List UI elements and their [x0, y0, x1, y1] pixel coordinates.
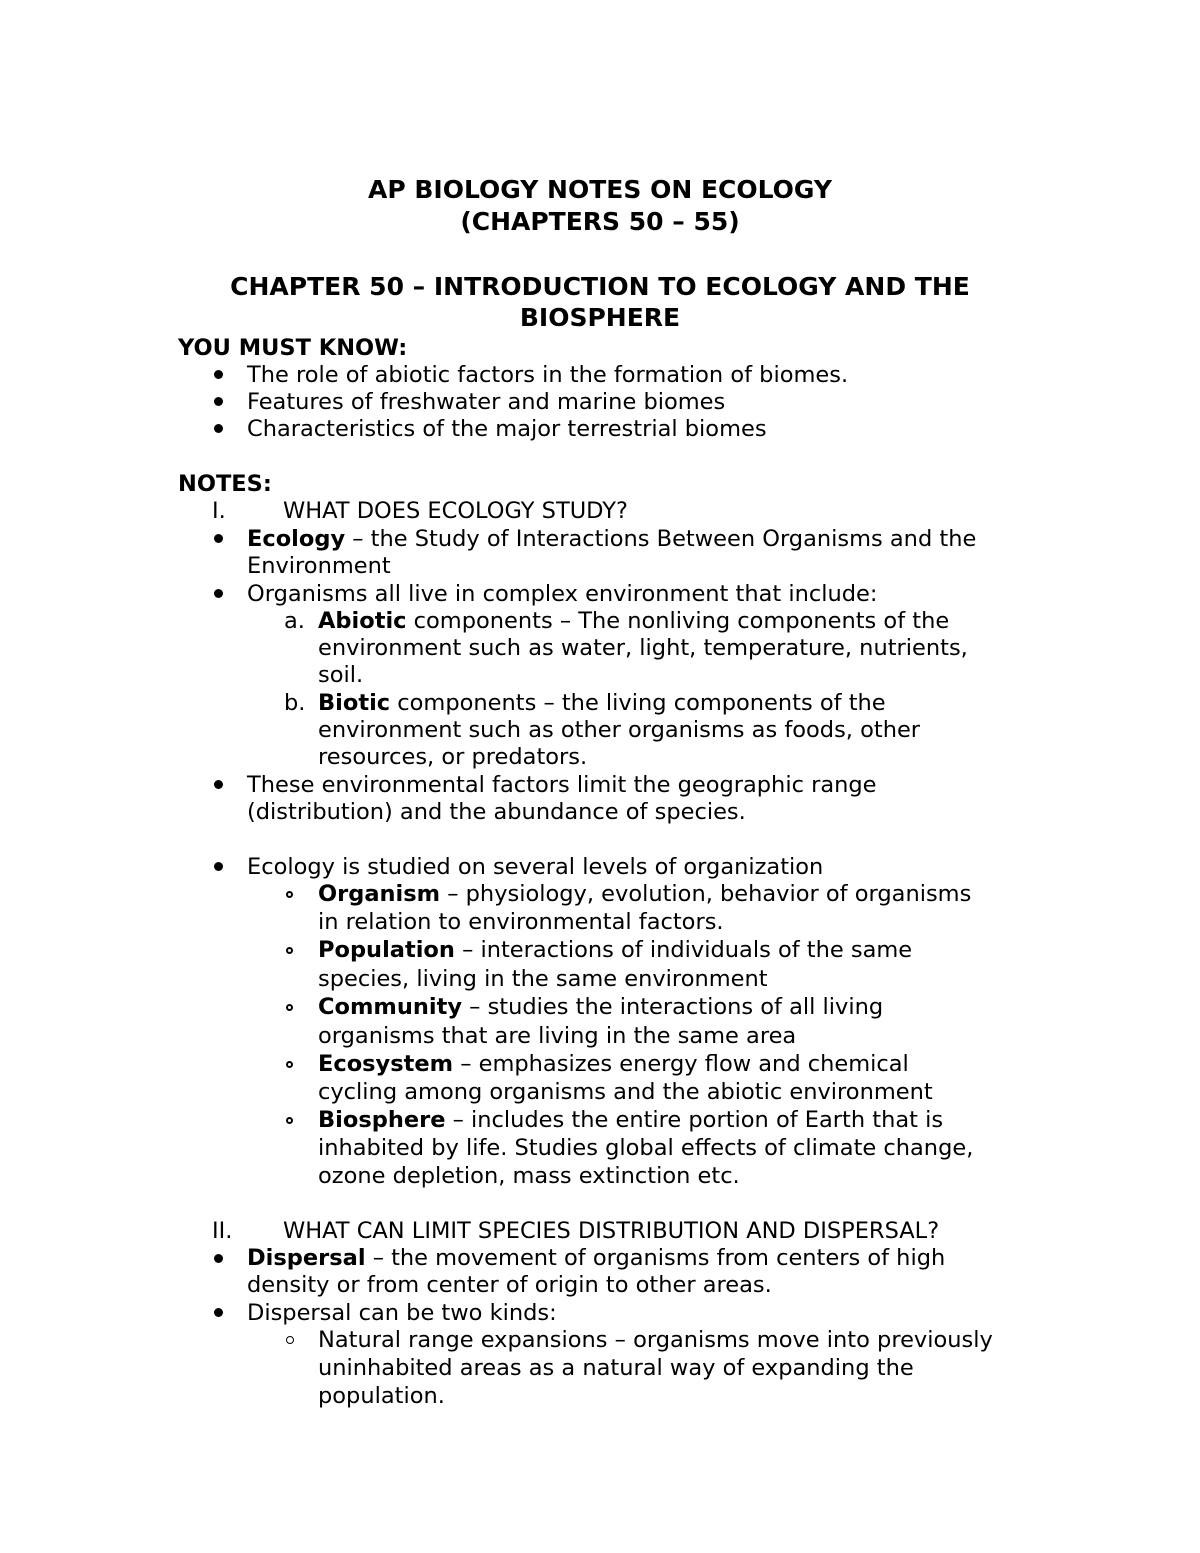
circle-bullet-icon: [286, 1004, 293, 1011]
section-heading: WHAT DOES ECOLOGY STUDY?: [283, 498, 628, 524]
circle-bullet-icon: [286, 1117, 293, 1124]
list-letter: b.: [284, 690, 306, 716]
bullet-icon: [214, 589, 223, 598]
level-item: Population – interactions of individuals of the same: [318, 937, 913, 963]
level-item-cont: inhabited by life. Studies global effects of climate change,: [318, 1135, 974, 1161]
circle-bullet-icon: [286, 1336, 294, 1344]
level-term: Biosphere: [318, 1107, 446, 1133]
bullet-icon: [214, 862, 223, 871]
level-term: Ecosystem: [318, 1051, 454, 1077]
bullet-icon: [214, 397, 223, 406]
level-term: Organism: [318, 881, 441, 907]
level-item: Community – studies the interactions of all living: [318, 994, 884, 1020]
bullet-icon: [214, 424, 223, 433]
abiotic-term: Abiotic: [318, 608, 407, 634]
ecology-term: Ecology: [247, 526, 346, 552]
organisms-intro: Organisms all live in complex environment that include:: [247, 581, 878, 607]
dispersal-definition: Dispersal – the movement of organisms from centers of high: [247, 1245, 946, 1271]
level-item: Organism – physiology, evolution, behavior of organisms: [318, 881, 972, 907]
section-heading: WHAT CAN LIMIT SPECIES DISTRIBUTION AND DISPERSAL?: [283, 1218, 940, 1244]
circle-bullet-icon: [286, 1061, 293, 1068]
section-numeral: I.: [212, 498, 226, 524]
dispersal-definition-cont: density or from center of origin to other areas.: [247, 1272, 772, 1298]
natural-expansion: Natural range expansions – organisms move into previously: [318, 1327, 993, 1353]
circle-bullet-icon: [286, 947, 293, 954]
biotic-definition-cont: resources, or predators.: [318, 744, 588, 770]
bullet-icon: [214, 1254, 223, 1263]
bullet-icon: [214, 1308, 223, 1317]
bullet-icon: [214, 534, 223, 543]
bullet-icon: [214, 780, 223, 789]
natural-expansion-cont: population.: [318, 1383, 445, 1409]
level-item-cont: in relation to environmental factors.: [318, 909, 724, 935]
must-know-item: Characteristics of the major terrestrial biomes: [247, 416, 767, 442]
level-item-cont: cycling among organisms and the abiotic environment: [318, 1079, 933, 1105]
notes-heading: NOTES:: [178, 471, 272, 497]
level-item: Biosphere – includes the entire portion of Earth that is: [318, 1107, 944, 1133]
level-item: Ecosystem – emphasizes energy flow and chemical: [318, 1051, 909, 1077]
level-term: Community: [318, 994, 463, 1020]
level-item-cont: organisms that are living in the same area: [318, 1023, 797, 1049]
must-know-item: The role of abiotic factors in the formation of biomes.: [247, 362, 849, 388]
abiotic-definition-cont: environment such as water, light, temperature, nutrients,: [318, 635, 968, 661]
biotic-definition: Biotic components – the living components of the: [318, 690, 886, 716]
section-numeral: II.: [212, 1218, 233, 1244]
natural-expansion-cont: uninhabited areas as a natural way of expanding the: [318, 1355, 914, 1381]
ecology-definition-cont: Environment: [247, 553, 391, 579]
level-term: Population: [318, 937, 455, 963]
abiotic-definition-cont: soil.: [318, 662, 364, 688]
level-item-cont: ozone depletion, mass extinction etc.: [318, 1163, 740, 1189]
level-item-cont: species, living in the same environment: [318, 966, 768, 992]
chapter-heading: CHAPTER 50 – INTRODUCTION TO ECOLOGY AND THE: [230, 272, 970, 301]
document-subtitle: (CHAPTERS 50 – 55): [460, 207, 740, 236]
levels-intro: Ecology is studied on several levels of organization: [247, 854, 824, 880]
must-know-heading: YOU MUST KNOW:: [178, 335, 408, 361]
chapter-heading-line2: BIOSPHERE: [519, 303, 681, 332]
biotic-term: Biotic: [318, 690, 391, 716]
biotic-definition-cont: environment such as other organisms as foods, other: [318, 717, 921, 743]
limit-statement-cont: (distribution) and the abundance of species.: [247, 799, 746, 825]
must-know-item: Features of freshwater and marine biomes: [247, 389, 726, 415]
document-title: AP BIOLOGY NOTES ON ECOLOGY: [368, 175, 832, 204]
dispersal-term: Dispersal: [247, 1245, 366, 1271]
abiotic-definition: Abiotic components – The nonliving components of the: [318, 608, 950, 634]
limit-statement: These environmental factors limit the geographic range: [247, 772, 877, 798]
ecology-definition: Ecology – the Study of Interactions Between Organisms and the: [247, 526, 977, 552]
circle-bullet-icon: [286, 891, 293, 898]
bullet-icon: [214, 370, 223, 379]
dispersal-kinds: Dispersal can be two kinds:: [247, 1300, 557, 1326]
list-letter: a.: [284, 608, 305, 634]
